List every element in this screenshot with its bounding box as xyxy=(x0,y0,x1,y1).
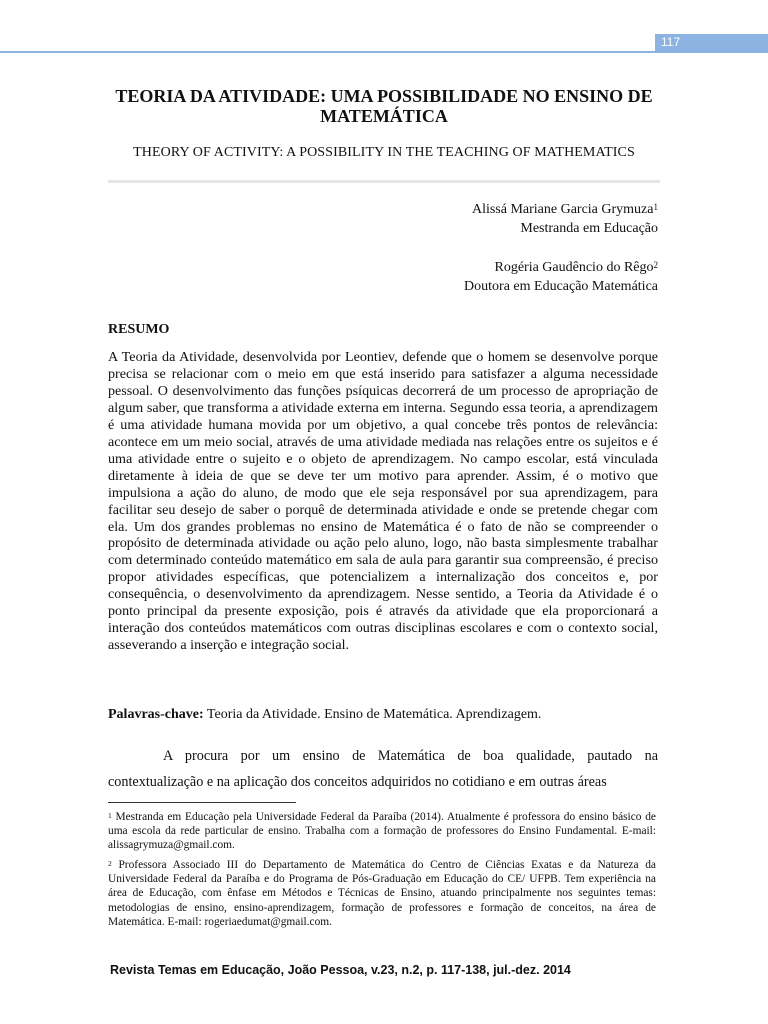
author-2 xyxy=(464,258,658,296)
body-paragraph: A procura por um ensino de Matemática de boa qualidade, pautado na contextualização e na aplicação dos conceitos adquiridos no cotidiano e em outras áreas xyxy=(108,748,658,790)
journal-citation: Revista Temas em Educação, João Pessoa, v.23, n.2, p. 117-138, jul.-dez. 2014 xyxy=(110,963,571,977)
abstract-heading: RESUMO xyxy=(108,322,170,337)
author-2-name: Rogéria Gaudêncio do Rêgo xyxy=(494,260,654,275)
footnote-2 xyxy=(108,858,656,929)
author-2-role: Doutora em Educação Matemática xyxy=(464,279,658,294)
footnote-1-number: 1 xyxy=(108,811,112,820)
author-1-name: Alissá Mariane Garcia Grymuza xyxy=(471,202,654,217)
subtitle-divider xyxy=(108,180,660,183)
author-2-note: 2 xyxy=(653,260,658,270)
author-1 xyxy=(472,200,658,238)
article-subtitle: THEORY OF ACTIVITY: A POSSIBILITY IN THE TEACHING OF MATHEMATICS xyxy=(133,145,635,160)
page-number-band xyxy=(0,34,768,53)
footnote-1 xyxy=(108,810,656,853)
keywords-text: Teoria da Atividade. Ensino de Matemática. Aprendizagem. xyxy=(206,707,542,722)
footnote-2-text: Professora Associado III do Departamento de Matemática do Centro de Ciências Exatas e da Natureza da Universidade Federal da Paraíba e do Programa de Pós-Graduação em Educação do CE/ UFPB. Tem experiência na área de Educação, com ênfase em Métodos e Técnicas de Ensino, atuando principalmente nos seguintes temas: metodologias de ensino, ensino-aprendizagem, formação de professores e formação de conceitos, na área de Matemática. E-mail: rogeriaedumat@gmail.com. xyxy=(108,859,656,928)
author-1-role: Mestranda em Educação xyxy=(520,221,658,236)
footnote-separator xyxy=(108,802,296,803)
author-1-note: 1 xyxy=(653,202,658,212)
footnote-1-text: Mestranda em Educação pela Universidade Federal da Paraíba (2014). Atualmente é professora do ensino básico de uma escola da rede particular de ensino. Trabalha com a formação de professores do Ensino Fundamental. E-mail: alissagrymuza@gmail.com. xyxy=(108,811,656,852)
header-rule xyxy=(0,51,655,53)
keywords xyxy=(108,706,660,724)
keywords-label: Palavras-chave: xyxy=(108,707,204,722)
page-number: 117 xyxy=(661,35,681,49)
page-number-tab xyxy=(655,34,768,53)
article-title: TEORIA DA ATIVIDADE: UMA POSSIBILIDADE NO ENSINO DE MATEMÁTICA xyxy=(115,86,653,126)
abstract-text: A Teoria da Atividade, desenvolvida por Leontiev, defende que o homem se desenvolve porque precisa se relacionar com o meio em que está inserido para satisfazer a alguma necessidade pessoal. O desenvolvimento das funções psíquicas decorrerá de um processo de apropriação de algum saber, que transforma a atividade externa em interna. Segundo essa teoria, a aprendizagem é uma atividade humana movida por um objetivo, a qual concebe três pontos de relevância: acontece em um meio social, através de uma atividade mediada nas relações entre os sujeitos e é uma atividade entre o sujeito e o objeto de aprendizagem. No campo escolar, está vinculada diretamente à ideia de que se deve ter um motivo para aprender. Assim, é o motivo que impulsiona a ação do aluno, de modo que ele seja responsável por sua aprendizagem, para facilitar seu desejo de saber o porquê de determinada atividade e onde se pretende chegar com ela. Um dos grandes problemas no ensino de Matemática é o fato de não se compreender o propósito de determinada atividade ou ação pelo aluno, logo, não basta simplesmente trabalhar com determinado conteúdo matemático em sala de aula para garantir sua compreensão, é preciso propor atividades específicas, que potencializem a internalização dos conceitos e, por consequência, o desenvolvimento da aprendizagem. Nesse sentido, a Teoria da Atividade é o ponto principal da presente exposição, pois é através da atividade que ela proporcionará a interação dos conteúdos matemáticos com outras disciplinas escolares e com o contexto social, asseverando a inserção e integração social. xyxy=(108,349,658,654)
footnote-2-number: 2 xyxy=(108,859,112,868)
